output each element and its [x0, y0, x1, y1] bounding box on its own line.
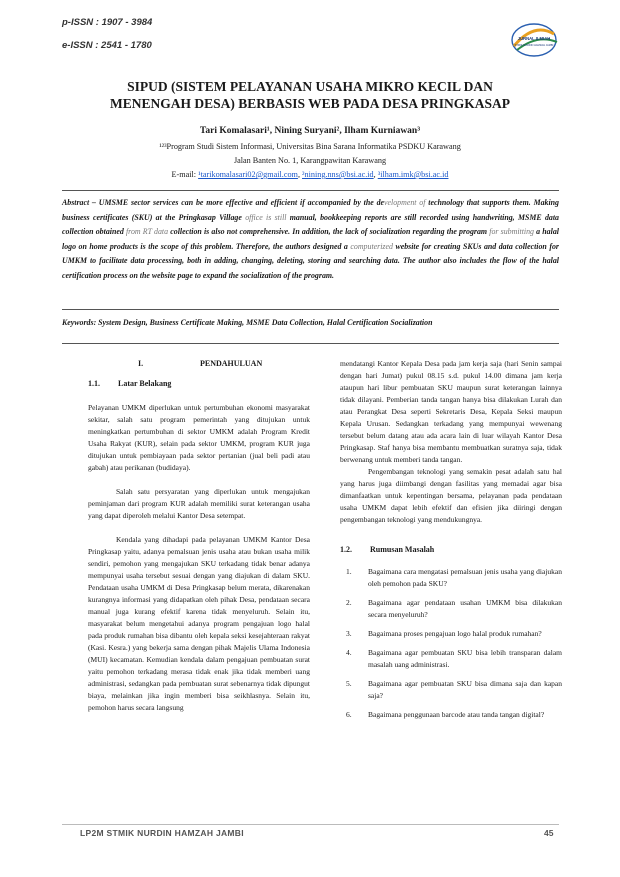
list-number: 5.	[346, 679, 352, 688]
list-item	[340, 647, 562, 671]
subsection-heading-1	[88, 378, 310, 390]
list-number: 1.	[346, 567, 352, 576]
right-para-2: Pengembangan teknologi yang semakin pesat adalah satu hal yang harus juga diimbangi dengan fasilitas yang memadai agar bisa dimanfaatkan untuk kepentingan bersama, pelayanan pada pendataan usaha UMKM dapat lebih efektif dan efisien jika diiringi dengan pengembangan teknologi yang mendukungnya.	[340, 467, 562, 524]
list-number: 2.	[346, 598, 352, 607]
list-text: Bagaimana agar pembuatan SKU bisa lebih transparan dalam masalah uang administrasi.	[368, 648, 562, 669]
page-number: 45	[544, 828, 554, 838]
list-item	[340, 597, 562, 621]
abstract-text-1: Abstract – UMSME sector services can be more effective and efficient if accompanied by the de	[62, 198, 385, 207]
keywords: Keywords: System Design, Business Certificate Making, MSME Data Collection, Halal Certification Socialization	[62, 318, 433, 327]
abstract-fade-3: from RT data	[125, 227, 169, 237]
abstract-fade-4: for submitting	[489, 227, 534, 237]
logo-subtitle: STMIK NURDIN HAMZAH JAMBI	[514, 44, 554, 47]
divider-mid	[62, 309, 559, 310]
left-para-1: Pelayanan UMKM diperlukan untuk pertumbuhan ekonomi masyarakat sekitar, salah satu program pemerintah yang ditujukan untuk meningkatkan pertumbuhan di sektor UMKM adalah Program Kredit Usaha Rakyat (KUR), selain pada sektor UMKM, program KUR juga ditujukan untuk pembiayaan pada sektor pertanian (jual beli padi atau gabah) atau perikanan (budidaya).	[88, 403, 310, 472]
abstract-fade-1: velopment of	[384, 198, 426, 207]
section-number: I.	[138, 359, 144, 368]
list-number: 4.	[346, 648, 352, 657]
divider-top	[62, 190, 559, 191]
abstract	[62, 196, 559, 284]
abstract-fade-2: office is still	[245, 212, 287, 222]
divider-bottom	[62, 343, 559, 344]
logo-title: JURNAL ILMIAH	[517, 36, 551, 41]
list-number: 6.	[346, 710, 352, 719]
left-column	[88, 358, 310, 714]
left-para-2: Salah satu persyaratan yang diperlukan untuk mengajukan peminjaman dari program KUR adalah memiliki surat keterangan usaha yang dapat diperoleh melalui Kantor Desa setempat.	[88, 487, 310, 520]
abstract-text-2: technology that supports them. Making business certificates (SKU) at the Pringkasap Village	[62, 198, 559, 222]
right-column	[340, 358, 562, 728]
list-text: Bagaimana penggunaan barcode atau tanda tangan digital?	[368, 710, 545, 719]
list-item	[340, 628, 562, 640]
title-line-2: MENENGAH DESA) BERBASIS WEB PADA DESA PRINGKASAP	[109, 96, 511, 111]
p-issn: p-ISSN : 1907 - 3984	[62, 17, 153, 28]
list-item	[340, 709, 562, 721]
left-para-3: Kendala yang dihadapi pada pelayanan UMKM Kantor Desa Pringkasap yaitu, adanya pemalsuan jenis usaha atau bukan usaha milik sendiri, pemohon yang mengajukan SKU terkadang tidak benar adanya mempunyai usaha tersebut sesuai dengan yang diajukan di dalam SKU. Pendataan usaha UMKM di Desa Pringkasap belum merata, dikarenakan kurangnya informasi yang didapatkan oleh pihak Desa, pendataan secara manual juga kurang efektif karena tidak menyeluruh. Selain itu, masyarakat belum mengetahui adanya program pengajuan logo halal pada produk rumahan bisa dibantu oleh kepala seksi kesejahteraan rakyat (Kasi. Kesra.) yang bekerja sama dengan pihak Majelis Ulama Indonesia (MUI) kecamatan. Kemudian kendala dalam pengajuan pembuatan surat yaitu pemohon terkadang merasa tidak enak jika tidak memberi uang administrasi, sedangkan pada pembuatan surat sebenarnya tidak dipungut biaya, melainkan jika ingin memberi bisa seikhlasnya. Selain itu, pemohon harus secara langsung	[88, 535, 310, 712]
section-title: PENDAHULUAN	[200, 359, 263, 368]
affiliation: ¹²³Program Studi Sistem Informasi, Universitas Bina Sarana Informatika PSDKU Karawang	[159, 142, 461, 151]
list-number: 3.	[346, 629, 352, 638]
subsection-number-1: 1.1.	[88, 379, 100, 388]
list-text: Bagaimana agar pembuatan SKU bisa dimana saja dan kapan saja?	[368, 679, 562, 700]
subsection-number-2: 1.2.	[340, 545, 352, 554]
email-label: E-mail:	[171, 170, 197, 179]
abstract-text-3: manual, bookkeeping reports are still recorded using handwriting, MSME data collection obtained	[62, 212, 559, 237]
section-heading	[88, 358, 310, 370]
authors: Tari Komalasari¹, Nining Suryani², Ilham Kurniawan³	[199, 126, 421, 136]
list-item	[340, 566, 562, 590]
subsection-title-1: Latar Belakang	[118, 379, 172, 388]
email-link-1[interactable]: ¹tarikomalasari02@gmail.com	[198, 170, 298, 179]
abstract-text-5: a halal logo on home products is the scope of this problem. Therefore, the authors designed a	[62, 227, 559, 251]
email-link-3[interactable]: ³ilham.imk@bsi.ac.id	[377, 170, 449, 179]
list-item	[340, 678, 562, 702]
footer-publisher: LP2M STMIK NURDIN HAMZAH JAMBI	[80, 828, 244, 838]
subsection-title-2: Rumusan Masalah	[370, 545, 435, 554]
email-link-2[interactable]: ²nining.nns@bsi.ac.id	[302, 170, 374, 179]
list-text: Bagaimana agar pendataan usahan UMKM bisa dilakukan secara menyeluruh?	[368, 598, 562, 619]
abstract-text-6: website for creating SKUs and data collection for UMKM to facilitate data processing, both in adding, changing, deleting, storing and searching data. The author also includes the flow of the halal certification process on the website page to expand the socialization of the program.	[62, 241, 559, 280]
email-line: E-mail: ¹tarikomalasari02@gmail.com, ²nining.nns@bsi.ac.id, ³ilham.imk@bsi.ac.id	[171, 170, 449, 179]
paper-title	[60, 78, 560, 112]
list-text: Bagaimana cara mengatasi pemalsuan jenis usaha yang diajukan oleh pemohon pada SKU?	[368, 567, 562, 588]
journal-logo	[507, 20, 561, 60]
footer-rule	[62, 824, 559, 825]
problem-list	[340, 566, 562, 721]
list-text: Bagaimana proses pengajuan logo halal produk rumahan?	[368, 629, 542, 638]
title-line-1: SIPUD (SISTEM PELAYANAN USAHA MIKRO KECIL DAN	[127, 79, 493, 94]
abstract-text-4: collection is also not comprehensive. In addition, the lack of socialization regarding the program	[170, 227, 488, 237]
address: Jalan Banten No. 1, Karangpawitan Karawang	[233, 156, 387, 165]
right-para-1: mendatangi Kantor Kepala Desa pada jam kerja saja (hari Senin sampai dengan hari Jumat) pukul 08.15 s.d. pukul 14.00 dimana jam kerja ataupun hari libur pembuatan SKU maupun surat keterangan lainnya tidak dilayani. Pemberian tanda tangan hanya bisa dilakukan Lurah dan atau Perangkat Desa seperti Sekretaris Desa, Kepala Seksi maupun Kepala Urusan. Sedangkan terkadang yang mempunyai wewenang tersebut belum datang atau ada acara lain di luar wilayah Kantor Desa Pringkasap. Staf hanya bisa membantu membuatkan suratnya saja, tidak berwenang untuk memberi tanda tangan.	[340, 359, 562, 464]
subsection-heading-2	[340, 544, 562, 556]
abstract-fade-5: computerized	[350, 241, 393, 251]
e-issn: e-ISSN : 2541 - 1780	[62, 40, 152, 51]
